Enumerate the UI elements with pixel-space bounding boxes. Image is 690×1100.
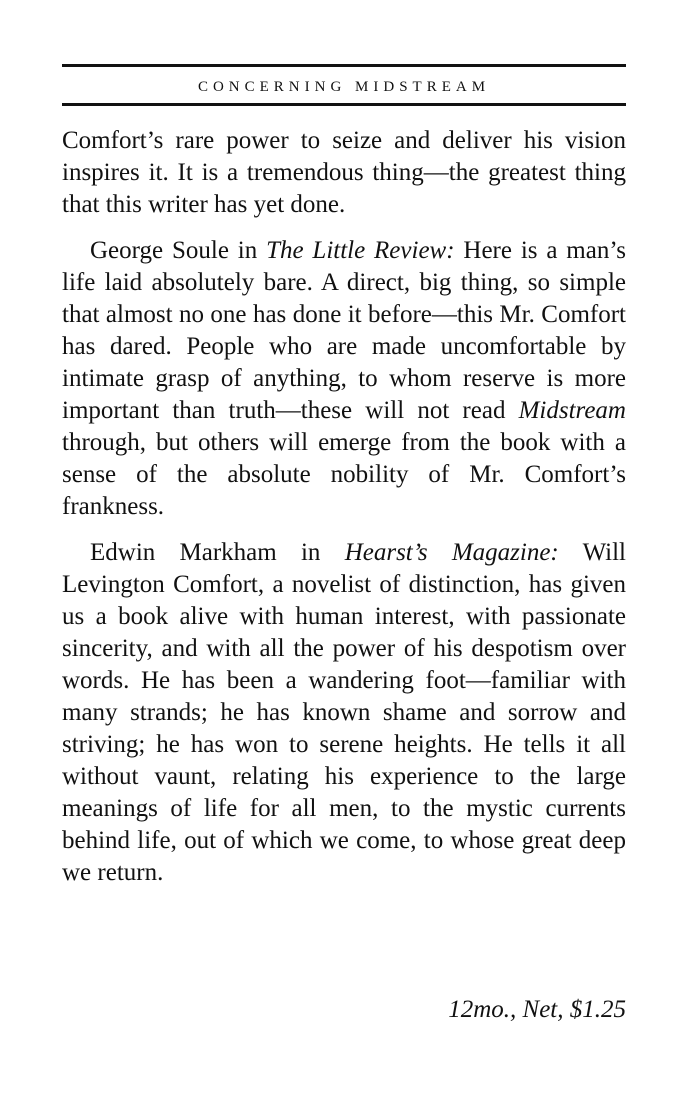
source-publication: Hearst’s Magazine: <box>344 539 559 566</box>
book-title: Midstream <box>518 397 626 424</box>
reviewer-lead: George Soule in <box>90 237 267 264</box>
review-text-continued: through, but others will emerge from the book with a sense of the absolute nobility of Mr. Comfort’s frankness. <box>62 429 626 520</box>
page <box>62 64 626 889</box>
review-text: Will Levington Comfort, a novelist of distinction, has given us a book alive with human interest, with passionate sincerity, and with all the power of his despotism over words. He has been a wandering foot—familiar with many strands; he has known shame and sorrow and striving; he has won to serene heights. He tells it all without vaunt, relating his experience to the large meanings of life for all men, to the mystic currents behind life, out of which we come, to whose great deep we return. <box>62 539 627 886</box>
review-text: Here is a man’s life laid absolutely bare. A direct, big thing, so simple that almost no one has done it before—this Mr. Comfort has dared. People who are made uncomfortable by intimate grasp of anything, to whom reserve is more important than truth—these will not read <box>62 237 626 424</box>
paragraph-soule-review <box>62 235 626 523</box>
paragraph-markham-review <box>62 537 626 889</box>
reviewer-lead: Edwin Markham in <box>90 539 345 566</box>
body-text <box>62 125 626 889</box>
running-head: CONCERNING MIDSTREAM <box>197 79 491 95</box>
price-line: 12mo., Net, $1.25 <box>448 996 626 1023</box>
paragraph-text: Comfort’s rare power to seize and deliver his vision inspires it. It is a tremendous thing—the greatest thing that this writer has yet done. <box>62 127 626 218</box>
paragraph-continued <box>62 125 626 221</box>
header-rule-bottom <box>62 103 626 106</box>
source-publication: The Little Review: <box>266 237 455 264</box>
